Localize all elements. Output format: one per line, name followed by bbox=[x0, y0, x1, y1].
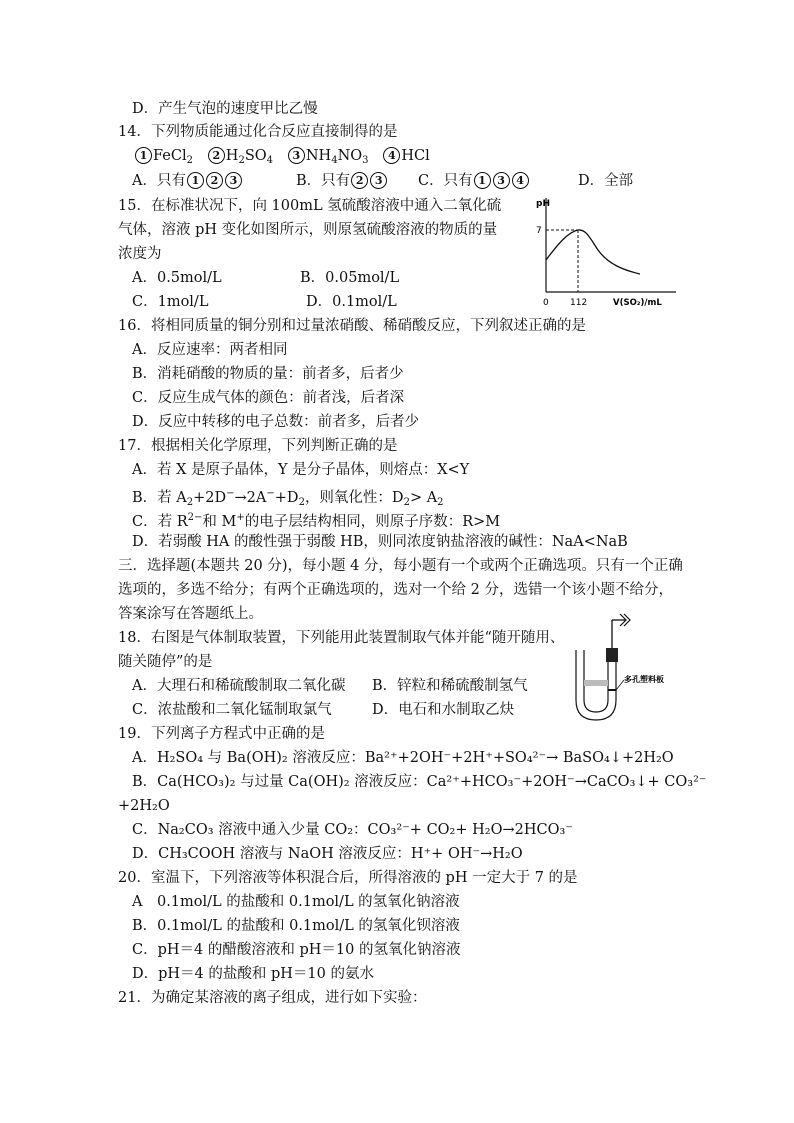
q13-option-d: D．产生气泡的速度甲比乙慢 bbox=[132, 101, 318, 117]
q19-stem: 19．下列离子方程式中正确的是 bbox=[118, 726, 325, 742]
q18-option-c: C．浓盐酸和二氧化锰制取氯气 bbox=[132, 702, 332, 718]
ph-curve-figure bbox=[528, 192, 678, 314]
q17-option-d: D．若弱酸 HA 的酸性强于弱酸 HB，则同浓度钠盐溶液的碱性：NaA<NaB bbox=[132, 534, 628, 550]
q20-stem: 20．室温下，下列溶液等体积混合后，所得溶液的 pH 一定大于 7 的是 bbox=[118, 870, 578, 886]
y-axis-label: pH bbox=[536, 199, 550, 209]
q17-option-c: C．若 $R^{2-}$和 M+的电子层结构相同，则原子序数：R>M bbox=[132, 512, 501, 530]
u-tube-apparatus-figure bbox=[568, 610, 688, 728]
q20-option-d: D．pH＝4 的盐酸和 pH＝10 的氨水 bbox=[132, 966, 374, 982]
q15-option-c: C．1mol/L bbox=[132, 294, 209, 310]
circle-1: 1 bbox=[135, 147, 152, 164]
q21-stem: 21．为确定某溶液的离子组成，进行如下实验： bbox=[118, 990, 427, 1006]
q14-option-a: A．只有 1 2 3 bbox=[132, 171, 243, 191]
q18-stem-2: 随关随停”的是 bbox=[118, 654, 213, 670]
q15-stem-1: 15．在标准状况下，向 100mL 氢硫酸溶液中通入二氧化硫 bbox=[118, 198, 502, 214]
item-nh4no3-b: NO bbox=[337, 148, 363, 164]
q16-stem: 16．将相同质量的铜分别和过量浓硝酸、稀硝酸反应，下列叙述正确的是 bbox=[118, 318, 586, 334]
circle-2: 2 bbox=[208, 147, 225, 164]
q17-stem: 17．根据相关化学原理，下列判断正确的是 bbox=[118, 438, 398, 454]
q15-option-a: A．0.5mol/L bbox=[132, 270, 222, 286]
q18-option-d: D．电石和水制取乙炔 bbox=[372, 702, 515, 718]
q16-option-d: D．反应中转移的电子总数：前者多，后者少 bbox=[132, 414, 420, 430]
section3-line-3: 答案涂写在答题纸上。 bbox=[118, 606, 263, 622]
q14-option-c: C．只有 1 3 4 bbox=[418, 171, 530, 191]
y-tick-7: 7 bbox=[536, 226, 542, 236]
porous-plate-label: 多孔塑料板 bbox=[624, 675, 664, 684]
q17-option-a: A．若 X 是原子晶体，Y 是分子晶体，则熔点：X<Y bbox=[132, 462, 470, 478]
x-tick-112: 112 bbox=[570, 298, 588, 308]
q19-option-a: A．H₂SO₄ 与 Ba(OH)₂ 溶液反应：Ba²⁺+2OH⁻+2H⁺+SO₄²⁻→ BaSO₄↓+2H₂O bbox=[132, 750, 674, 766]
q20-option-c: C．pH＝4 的醋酸溶液和 pH＝10 的氢氧化钠溶液 bbox=[132, 942, 461, 958]
q15-option-b: B．0.05mol/L bbox=[300, 270, 400, 286]
q19-option-b-1: B．Ca(HCO₃)₂ 与过量 Ca(OH)₂ 溶液反应：Ca²⁺+HCO₃⁻+2OH⁻→CaCO₃↓+ CO₃²⁻ bbox=[132, 774, 707, 790]
item-nh4no3-a: NH bbox=[305, 148, 332, 164]
q15-option-d: D．0.1mol/L bbox=[306, 294, 397, 310]
q20-option-b: B．0.1mol/L 的盐酸和 0.1mol/L 的氢氧化钡溶液 bbox=[132, 918, 460, 934]
q14-option-d: D．全部 bbox=[578, 173, 634, 189]
liquid-level bbox=[584, 680, 608, 686]
ph-curve bbox=[546, 230, 640, 274]
x-tick-0: 0 bbox=[543, 298, 549, 308]
q15-stem-2: 气体，溶液 pH 变化如图所示，则原氢硫酸溶液的物质的量 bbox=[118, 222, 498, 238]
item-h2so4-a: H bbox=[225, 148, 239, 164]
section3-line-2: 选项的，多选不给分；有两个正确选项的，选对一个给 2 分，选错一个该小题不给分， bbox=[118, 582, 673, 598]
q17-option-b: B．若 $A_2+2D^-\to 2A^-+D_2$，则氧化性：$D_2> A_2$ bbox=[132, 488, 444, 508]
q16-option-b: B．消耗硝酸的物质的量：前者多，后者少 bbox=[132, 366, 404, 382]
x-axis-label: V(SO₂)/mL bbox=[613, 298, 662, 308]
q14-option-b: B．只有 2 3 bbox=[296, 171, 388, 191]
q18-option-b: B．锌粒和稀硫酸制氢气 bbox=[372, 678, 528, 694]
q18-option-a: A．大理石和稀硫酸制取二氧化碳 bbox=[132, 678, 346, 694]
label-pointer bbox=[616, 680, 624, 690]
q14-items: 1 FeCl$_2$ 2 $H_2SO_4$ 3 $NH_4NO_3$ 4 HCl bbox=[134, 146, 430, 171]
stopper-icon bbox=[606, 648, 618, 662]
q16-option-a: A．反应速率：两者相同 bbox=[132, 342, 288, 358]
q19-option-c: C．Na₂CO₃ 溶液中通入少量 CO₂：CO₃²⁻+ CO₂+ H₂O→2HCO₃⁻ bbox=[132, 822, 573, 838]
section3-line-1: 三．选择题(本题共 20 分)，每小题 4 分，每小题有一个或两个正确选项。只有一个正确 bbox=[118, 558, 683, 574]
q16-option-c: C．反应生成气体的颜色：前者浅，后者深 bbox=[132, 390, 405, 406]
q15-stem-3: 浓度为 bbox=[118, 246, 162, 262]
q14-stem: 14．下列物质能通过化合反应直接制得的是 bbox=[118, 124, 398, 140]
item-hcl: HCl bbox=[401, 148, 430, 164]
circle-3: 3 bbox=[288, 147, 305, 164]
q19-option-d: D．CH₃COOH 溶液与 NaOH 溶液反应：H⁺+ OH⁻→H₂O bbox=[132, 846, 523, 862]
item-fecl2: FeCl bbox=[153, 148, 187, 164]
q20-option-a: A 0.1mol/L 的盐酸和 0.1mol/L 的氢氧化钠溶液 bbox=[132, 894, 460, 910]
item-h2so4-b: SO bbox=[244, 148, 267, 164]
q18-stem-1: 18．右图是气体制取装置，下列能用此装置制取气体并能“随开随用、 bbox=[118, 630, 565, 646]
q19-option-b-2: +2H₂O bbox=[118, 798, 170, 814]
circle-4: 4 bbox=[383, 147, 400, 164]
